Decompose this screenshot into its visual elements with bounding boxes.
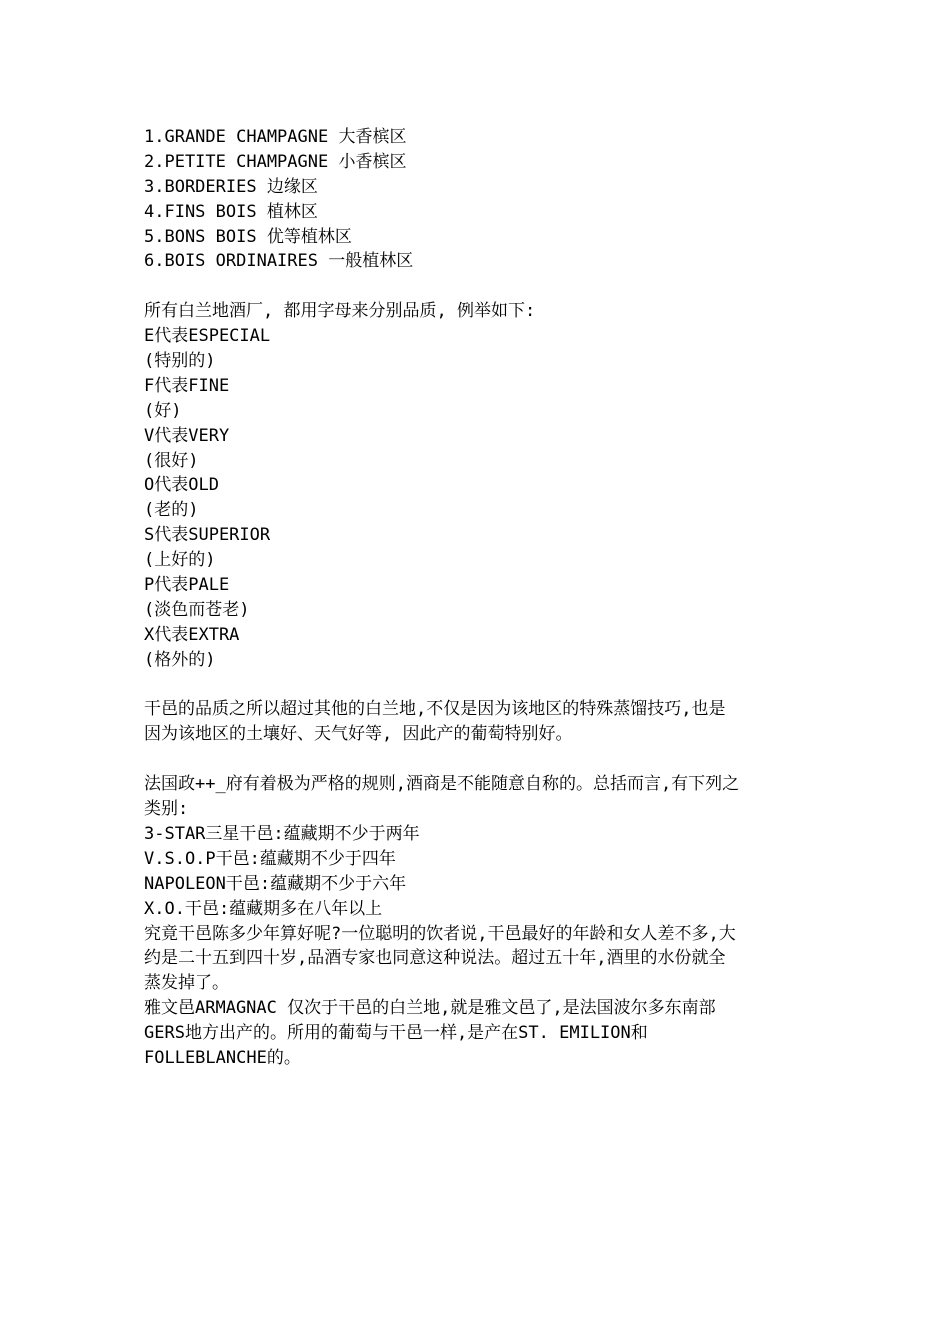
list-item: NAPOLEON干邑:蕴藏期不少于六年 <box>144 873 407 894</box>
paragraph-line: GERS地方出产的。所用的葡萄与干邑一样,是产在ST. EMILION和 <box>144 1023 648 1044</box>
list-item: O代表OLD <box>144 475 219 496</box>
list-item: 5.BONS BOIS 优等植林区 <box>144 226 352 247</box>
quality-paragraph <box>144 697 814 747</box>
list-item: (老的) <box>144 500 199 521</box>
list-item: V代表VERY <box>144 425 230 446</box>
list-item: (特别的) <box>144 351 216 372</box>
list-item: (很好) <box>144 450 199 471</box>
list-item: 6.BOIS ORDINAIRES 一般植林区 <box>144 251 414 272</box>
list-item: (淡色而苍老) <box>144 599 250 620</box>
letters-section <box>144 299 814 672</box>
regions-list <box>144 125 814 274</box>
paragraph-line: 因为该地区的土壤好、天气好等, 因此产的葡萄特别好。 <box>144 724 573 745</box>
paragraph-line: 类别: <box>144 799 189 820</box>
list-item: 4.FINS BOIS 植林区 <box>144 201 318 222</box>
list-item: F代表FINE <box>144 375 230 396</box>
document-page <box>144 125 814 1071</box>
paragraph-line: FOLLEBLANCHE的。 <box>144 1047 301 1068</box>
paragraph-gap <box>144 747 814 772</box>
list-item: (好) <box>144 400 182 421</box>
paragraph-line: 干邑的品质之所以超过其他的白兰地,不仅是因为该地区的特殊蒸馏技巧,也是 <box>144 699 726 720</box>
paragraph-line: 约是二十五到四十岁,品酒专家也同意这种说法。超过五十年,酒里的水份就全 <box>144 948 726 969</box>
list-item: 2.PETITE CHAMPAGNE 小香槟区 <box>144 151 407 172</box>
list-item: 3-STAR三星干邑:蕴藏期不少于两年 <box>144 823 420 844</box>
paragraph-line: 蒸发掉了。 <box>144 973 229 994</box>
list-item: V.S.O.P干邑:蕴藏期不少于四年 <box>144 848 396 869</box>
paragraph-gap <box>144 673 814 698</box>
paragraph-gap <box>144 274 814 299</box>
list-item: E代表ESPECIAL <box>144 326 271 347</box>
letters-intro: 所有白兰地酒厂, 都用字母来分别品质, 例举如下: <box>144 301 536 322</box>
paragraph-line: 法国政++_府有着极为严格的规则,酒商是不能随意自称的。总括而言,有下列之 <box>144 774 740 795</box>
list-item: 3.BORDERIES 边缘区 <box>144 176 318 197</box>
list-item: X代表EXTRA <box>144 624 240 645</box>
rules-paragraph <box>144 772 814 1071</box>
paragraph-line: 雅文邑ARMAGNAC 仅次于干邑的白兰地,就是雅文邑了,是法国波尔多东南部 <box>144 998 716 1019</box>
list-item: (格外的) <box>144 649 216 670</box>
paragraph-line: 究竟干邑陈多少年算好呢?一位聪明的饮者说,干邑最好的年龄和女人差不多,大 <box>144 923 736 944</box>
list-item: P代表PALE <box>144 575 230 596</box>
list-item: (上好的) <box>144 550 216 571</box>
list-item: X.O.干邑:蕴藏期多在八年以上 <box>144 898 383 919</box>
list-item: S代表SUPERIOR <box>144 525 271 546</box>
list-item: 1.GRANDE CHAMPAGNE 大香槟区 <box>144 127 407 147</box>
